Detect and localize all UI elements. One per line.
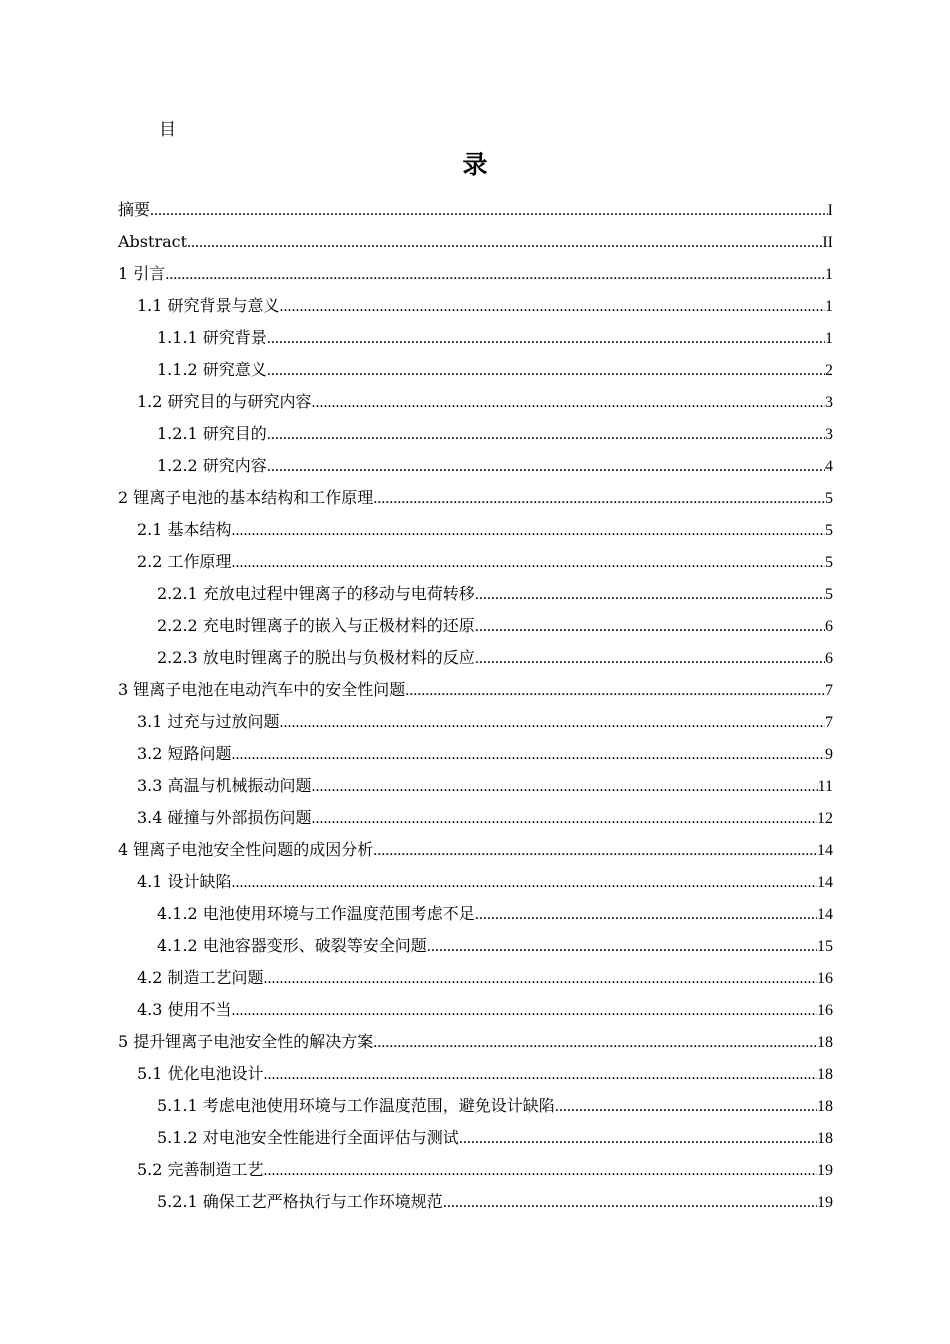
toc-entry[interactable] bbox=[118, 227, 833, 259]
toc-entry[interactable] bbox=[118, 995, 833, 1027]
toc-entry-page-number: 18 bbox=[817, 1130, 833, 1147]
toc-dot-leader bbox=[165, 260, 825, 290]
toc-dot-leader bbox=[267, 420, 825, 450]
toc-entry-label: 3 锂离子电池在电动汽车中的安全性问题 bbox=[118, 680, 406, 699]
toc-entry[interactable] bbox=[118, 483, 833, 515]
toc-entry[interactable] bbox=[118, 387, 833, 419]
toc-entry-page-number: 5 bbox=[825, 490, 833, 507]
toc-dot-leader bbox=[232, 548, 825, 578]
toc-entry-page-number: 16 bbox=[817, 1002, 833, 1019]
toc-entry-page-number: 7 bbox=[825, 682, 833, 699]
toc-entry[interactable] bbox=[118, 1155, 833, 1187]
toc-entry-label: 4.2 制造工艺问题 bbox=[137, 968, 264, 987]
toc-entry[interactable] bbox=[118, 739, 833, 771]
toc-entry-label: 1.1 研究背景与意义 bbox=[137, 296, 280, 315]
toc-entry-page-number: 5 bbox=[825, 554, 833, 571]
toc-entry-label: 5.1.1 考虑电池使用环境与工作温度范围，避免设计缺陷 bbox=[157, 1096, 555, 1115]
toc-dot-leader bbox=[187, 228, 822, 258]
toc-entry[interactable] bbox=[118, 1123, 833, 1155]
toc-entry[interactable] bbox=[118, 579, 833, 611]
toc-entry-page-number: 3 bbox=[825, 426, 833, 443]
toc-entry-page-number: 19 bbox=[817, 1162, 833, 1179]
toc-entry-page-number: 14 bbox=[817, 842, 833, 859]
toc-entry-label: 3.1 过充与过放问题 bbox=[137, 712, 280, 731]
toc-dot-leader bbox=[312, 804, 817, 834]
toc-entry-page-number: 18 bbox=[817, 1066, 833, 1083]
toc-dot-leader bbox=[475, 580, 825, 610]
toc-entry-page-number: 16 bbox=[817, 970, 833, 987]
toc-entry-page-number: 19 bbox=[817, 1194, 833, 1211]
toc-entry-label: 4.1.2 电池使用环境与工作温度范围考虑不足 bbox=[157, 904, 475, 923]
toc-entry-label: 2.2.1 充放电过程中锂离子的移动与电荷转移 bbox=[157, 584, 475, 603]
toc-entry-label: 4.1 设计缺陷 bbox=[137, 872, 232, 891]
toc-entry-page-number: 2 bbox=[825, 362, 833, 379]
toc-entry-page-number: 6 bbox=[825, 650, 833, 667]
toc-entry-label: 3.2 短路问题 bbox=[137, 744, 232, 763]
toc-entry-page-number: 5 bbox=[825, 586, 833, 603]
toc-dot-leader bbox=[280, 292, 825, 322]
toc-entry[interactable] bbox=[118, 291, 833, 323]
toc-entry-page-number: 11 bbox=[817, 778, 833, 795]
toc-entry-label: 摘要 bbox=[118, 200, 151, 219]
toc-dot-leader bbox=[555, 1092, 817, 1122]
toc-entry[interactable] bbox=[118, 355, 833, 387]
toc-entry-label: 1.2.2 研究内容 bbox=[157, 456, 267, 475]
toc-entry[interactable] bbox=[118, 259, 833, 291]
table-of-contents bbox=[118, 195, 833, 1219]
toc-entry[interactable] bbox=[118, 899, 833, 931]
toc-entry-label: 2.2 工作原理 bbox=[137, 552, 232, 571]
toc-entry-label: 2 锂离子电池的基本结构和工作原理 bbox=[118, 488, 374, 507]
toc-dot-leader bbox=[264, 1060, 817, 1090]
toc-entry-label: 1.1.1 研究背景 bbox=[157, 328, 267, 347]
toc-entry[interactable] bbox=[118, 835, 833, 867]
toc-entry[interactable] bbox=[118, 675, 833, 707]
toc-entry[interactable] bbox=[118, 515, 833, 547]
toc-entry[interactable] bbox=[118, 419, 833, 451]
toc-dot-leader bbox=[267, 324, 825, 354]
toc-entry-page-number: 9 bbox=[825, 746, 833, 763]
toc-entry[interactable] bbox=[118, 963, 833, 995]
toc-entry-label: 2.2.3 放电时锂离子的脱出与负极材料的反应 bbox=[157, 648, 475, 667]
toc-entry-page-number: 12 bbox=[817, 810, 833, 827]
toc-entry[interactable] bbox=[118, 1091, 833, 1123]
toc-dot-leader bbox=[475, 644, 825, 674]
toc-title-second-char: 录 bbox=[462, 150, 488, 179]
toc-entry-page-number: I bbox=[827, 202, 833, 219]
toc-entry[interactable] bbox=[118, 643, 833, 675]
toc-entry-page-number: 7 bbox=[825, 714, 833, 731]
toc-dot-leader bbox=[280, 708, 825, 738]
toc-dot-leader bbox=[232, 996, 817, 1026]
toc-entry-page-number: 3 bbox=[825, 394, 833, 411]
toc-entry[interactable] bbox=[118, 931, 833, 963]
toc-entry[interactable] bbox=[118, 771, 833, 803]
toc-entry-label: 1.2 研究目的与研究内容 bbox=[137, 392, 312, 411]
toc-entry-page-number: 6 bbox=[825, 618, 833, 635]
toc-entry[interactable] bbox=[118, 195, 833, 227]
toc-dot-leader bbox=[312, 388, 825, 418]
toc-dot-leader bbox=[443, 1188, 817, 1218]
toc-entry-label: 4 锂离子电池安全性问题的成因分析 bbox=[118, 840, 374, 859]
toc-entry-page-number: 1 bbox=[825, 330, 833, 347]
toc-entry-page-number: 14 bbox=[817, 906, 833, 923]
toc-dot-leader bbox=[405, 676, 825, 706]
toc-entry-page-number: II bbox=[822, 234, 833, 251]
toc-entry[interactable] bbox=[118, 323, 833, 355]
toc-entry-label: Abstract bbox=[118, 232, 188, 251]
toc-entry[interactable] bbox=[118, 707, 833, 739]
toc-entry-label: 4.3 使用不当 bbox=[137, 1000, 232, 1019]
toc-entry[interactable] bbox=[118, 1027, 833, 1059]
toc-entry-page-number: 18 bbox=[817, 1034, 833, 1051]
toc-dot-leader bbox=[459, 1124, 817, 1154]
toc-entry-page-number: 5 bbox=[825, 522, 833, 539]
toc-entry-label: 2.2.2 充电时锂离子的嵌入与正极材料的还原 bbox=[157, 616, 475, 635]
toc-entry-label: 1 引言 bbox=[118, 264, 166, 283]
toc-entry-page-number: 14 bbox=[817, 874, 833, 891]
toc-dot-leader bbox=[475, 612, 825, 642]
toc-dot-leader bbox=[267, 452, 825, 482]
toc-dot-leader bbox=[232, 740, 825, 770]
toc-entry[interactable] bbox=[118, 1059, 833, 1091]
toc-entry-label: 5 提升锂离子电池安全性的解决方案 bbox=[118, 1032, 374, 1051]
toc-entry-label: 3.3 高温与机械振动问题 bbox=[137, 776, 312, 795]
toc-dot-leader bbox=[312, 772, 818, 802]
toc-entry[interactable] bbox=[118, 803, 833, 835]
toc-entry-label: 4.1.2 电池容器变形、破裂等安全问题 bbox=[157, 936, 427, 955]
toc-dot-leader bbox=[264, 1156, 817, 1186]
toc-entry-label: 5.2 完善制造工艺 bbox=[137, 1160, 264, 1179]
toc-entry[interactable] bbox=[118, 1187, 833, 1219]
toc-entry[interactable] bbox=[118, 451, 833, 483]
toc-entry-label: 5.1.2 对电池安全性能进行全面评估与测试 bbox=[157, 1128, 459, 1147]
toc-dot-leader bbox=[232, 516, 825, 546]
toc-dot-leader bbox=[427, 932, 817, 962]
toc-entry-label: 2.1 基本结构 bbox=[137, 520, 232, 539]
toc-entry-label: 5.1 优化电池设计 bbox=[137, 1064, 264, 1083]
toc-entry-label: 1.2.1 研究目的 bbox=[157, 424, 267, 443]
toc-dot-leader bbox=[373, 1028, 817, 1058]
toc-title-first-char: 目 bbox=[159, 120, 176, 140]
toc-entry-page-number: 18 bbox=[817, 1098, 833, 1115]
toc-entry-page-number: 4 bbox=[825, 458, 833, 475]
toc-entry-label: 5.2.1 确保工艺严格执行与工作环境规范 bbox=[157, 1192, 443, 1211]
toc-dot-leader bbox=[150, 196, 828, 226]
toc-dot-leader bbox=[232, 868, 817, 898]
toc-entry[interactable] bbox=[118, 867, 833, 899]
toc-dot-leader bbox=[373, 836, 817, 866]
toc-entry-label: 1.1.2 研究意义 bbox=[157, 360, 267, 379]
toc-entry[interactable] bbox=[118, 547, 833, 579]
toc-entry-page-number: 15 bbox=[817, 938, 833, 955]
toc-entry-page-number: 1 bbox=[825, 298, 833, 315]
toc-dot-leader bbox=[373, 484, 825, 514]
toc-entry-label: 3.4 碰撞与外部损伤问题 bbox=[137, 808, 312, 827]
toc-dot-leader bbox=[475, 900, 817, 930]
toc-entry[interactable] bbox=[118, 611, 833, 643]
toc-dot-leader bbox=[264, 964, 817, 994]
toc-dot-leader bbox=[267, 356, 825, 386]
toc-entry-page-number: 1 bbox=[825, 266, 833, 283]
